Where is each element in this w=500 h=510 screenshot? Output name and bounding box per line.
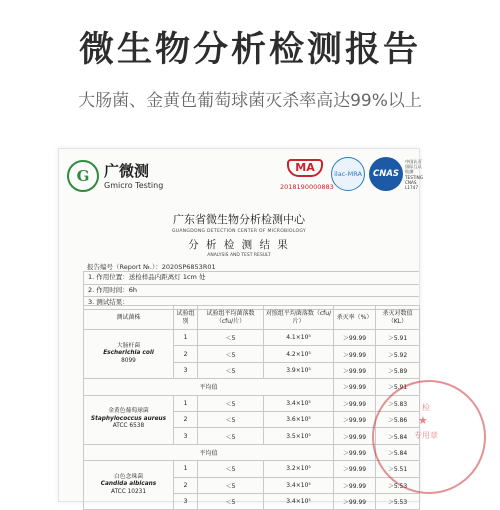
info-row-location: 1. 作用位置：送检样品内距离灯 1cm 处 <box>84 272 419 285</box>
average-kill-log: ＞5.91 <box>376 379 420 395</box>
control-count-cell: 3.2×10⁵ <box>264 461 334 477</box>
table-row <box>84 330 420 346</box>
center-name-english: GUANGDONG DETECTION CENTER OF MICROBIOLOGY <box>172 229 306 234</box>
kill-log-cell: ＞5.84 <box>376 428 420 444</box>
header-kill-rate: 杀灭率（%） <box>334 306 376 330</box>
info-row-results: 3. 测试结果： <box>84 297 419 310</box>
report-title-english: ANALYSIS AND TEST RESULT <box>207 253 271 258</box>
report-title: 分 析 检 测 结 果 <box>188 239 290 251</box>
group-cell: 2 <box>174 477 198 493</box>
test-count-cell: ＜5 <box>198 428 264 444</box>
table-row <box>84 395 420 411</box>
average-kill-rate: ＞99.99 <box>334 444 376 460</box>
test-info-box <box>83 271 419 310</box>
average-label: 平均值 <box>84 444 334 460</box>
test-count-cell: ＜5 <box>198 411 264 427</box>
kill-rate-cell: ＞99.99 <box>334 346 376 362</box>
header-control-count: 对照组平均菌落数（cfu/片） <box>264 306 334 330</box>
official-seal-stamp: 检 ★ 专用章 <box>372 380 486 494</box>
table-row <box>84 461 420 477</box>
header-group: 试验组别 <box>174 306 198 330</box>
control-count-cell: 3.4×10⁵ <box>264 395 334 411</box>
gmicro-logo-icon: G <box>67 160 99 192</box>
kill-log-cell: ＞5.89 <box>376 362 420 378</box>
organism-cell: 金黄色葡萄球菌 Staphylococcus aureus ATCC 6538 <box>84 395 174 444</box>
kill-log-cell: ＞5.83 <box>376 395 420 411</box>
cma-cert-icon: MA <box>287 159 323 177</box>
kill-rate-cell: ＞99.99 <box>334 395 376 411</box>
cma-cert-number: 2018190000883 <box>280 183 334 191</box>
report-document <box>58 148 424 507</box>
organism-cell: 白色念珠菌 Candida albicans ATCC 10231 <box>84 461 174 510</box>
kill-rate-cell: ＞99.99 <box>334 330 376 346</box>
group-cell: 1 <box>174 330 198 346</box>
group-cell: 3 <box>174 493 198 509</box>
kill-log-cell: ＞5.92 <box>376 346 420 362</box>
center-name: 广东省微生物分析检测中心 <box>173 213 305 226</box>
control-count-cell: 3.4×10⁵ <box>264 493 334 509</box>
control-count-cell: 3.4×10⁵ <box>264 477 334 493</box>
test-count-cell: ＜5 <box>198 493 264 509</box>
table-header-row <box>84 306 420 330</box>
group-cell: 2 <box>174 411 198 427</box>
group-cell: 2 <box>174 346 198 362</box>
control-count-cell: 4.1×10⁵ <box>264 330 334 346</box>
test-count-cell: ＜5 <box>198 346 264 362</box>
group-cell: 3 <box>174 362 198 378</box>
logo-chinese-name: 广微测 <box>104 162 150 180</box>
organism-cell: 大肠杆菌 Escherichia coli 8099 <box>84 330 174 379</box>
header-kill-log: 杀灭对数值（KL） <box>376 306 420 330</box>
info-row-duration: 2. 作用时间：6h <box>84 285 419 298</box>
kill-log-cell: ＞5.91 <box>376 330 420 346</box>
page-headline: 微生物分析检测报告 <box>78 30 421 70</box>
average-label: 平均值 <box>84 379 334 395</box>
test-count-cell: ＜5 <box>198 395 264 411</box>
kill-rate-cell: ＞99.99 <box>334 493 376 509</box>
average-kill-rate: ＞99.99 <box>334 379 376 395</box>
control-count-cell: 3.5×10⁵ <box>264 428 334 444</box>
group-cell: 1 <box>174 395 198 411</box>
header-test-count: 试验组平均菌落数（cfu/片） <box>198 306 264 330</box>
test-count-cell: ＜5 <box>198 330 264 346</box>
ilac-mra-icon: ilac-MRA <box>331 157 365 191</box>
kill-log-cell: ＞5.53 <box>376 493 420 509</box>
average-row <box>84 444 420 460</box>
kill-rate-cell: ＞99.99 <box>334 362 376 378</box>
kill-rate-cell: ＞99.99 <box>334 428 376 444</box>
group-cell: 3 <box>174 428 198 444</box>
kill-log-cell: ＞5.53 <box>376 477 420 493</box>
cnas-cert-text: 中国认可 国际互认 检测 TESTING CNAS L1747 <box>405 159 424 191</box>
kill-log-cell: ＞5.86 <box>376 411 420 427</box>
kill-rate-cell: ＞99.99 <box>334 477 376 493</box>
report-number: 报告编号（Report №.）：2020SP6853R01 <box>87 263 216 271</box>
kill-rate-cell: ＞99.99 <box>334 411 376 427</box>
page-subheadline: 大肠菌、金黄色葡萄球菌灭杀率高达99%以上 <box>78 91 422 111</box>
average-kill-log: ＞5.84 <box>376 444 420 460</box>
logo-english-name: Gmicro Testing <box>104 181 164 190</box>
test-count-cell: ＜5 <box>198 477 264 493</box>
test-count-cell: ＜5 <box>198 362 264 378</box>
kill-rate-cell: ＞99.99 <box>334 461 376 477</box>
control-count-cell: 4.2×10⁵ <box>264 346 334 362</box>
average-row <box>84 379 420 395</box>
header-strain: 测试菌株 <box>84 306 174 330</box>
test-count-cell: ＜5 <box>198 461 264 477</box>
group-cell: 1 <box>174 461 198 477</box>
control-count-cell: 3.9×10⁵ <box>264 362 334 378</box>
control-count-cell: 3.6×10⁵ <box>264 411 334 427</box>
results-table <box>83 305 420 510</box>
kill-log-cell: ＞5.51 <box>376 461 420 477</box>
cnas-icon: CNAS <box>369 157 403 191</box>
